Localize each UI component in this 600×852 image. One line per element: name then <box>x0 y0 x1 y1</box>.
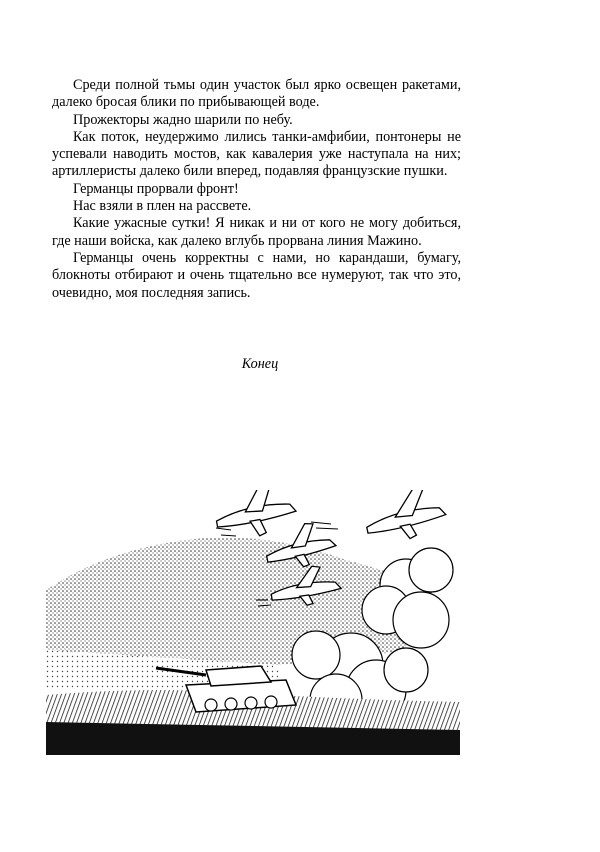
paragraph: Какие ужасные сутки! Я никак и ни от кого не могу добиться, где наши войска, как далеко вглубь прорвана линия Мажино. <box>52 215 461 249</box>
paragraph: Нас взяли в плен на рассвете. <box>73 198 252 215</box>
paragraph: Германцы прорвали фронт! <box>73 180 239 197</box>
paragraph: Германцы очень корректны с нами, но карандаши, бумагу, блокноты отбирают и очень тщательно все нумеруют, так что это, очевидно, моя последняя запись. <box>52 249 461 301</box>
paragraph: Как поток, неудержимо лились танки-амфибии, понтонеры не успевали наводить мостов, как кавалерия уже наступала на них; артиллеристы далеко били вперед, подавляя французские пушки. <box>52 128 461 180</box>
paragraph: Среди полной тьмы один участок был ярко освещен ракетами, далеко бросая блики по прибывающей воде. <box>52 77 461 111</box>
warplanes-over-tanks-illustration <box>46 490 460 755</box>
paragraph: Прожекторы жадно шарили по небу. <box>73 111 293 128</box>
body-text <box>52 77 461 302</box>
ending-label: Конец <box>241 356 279 372</box>
